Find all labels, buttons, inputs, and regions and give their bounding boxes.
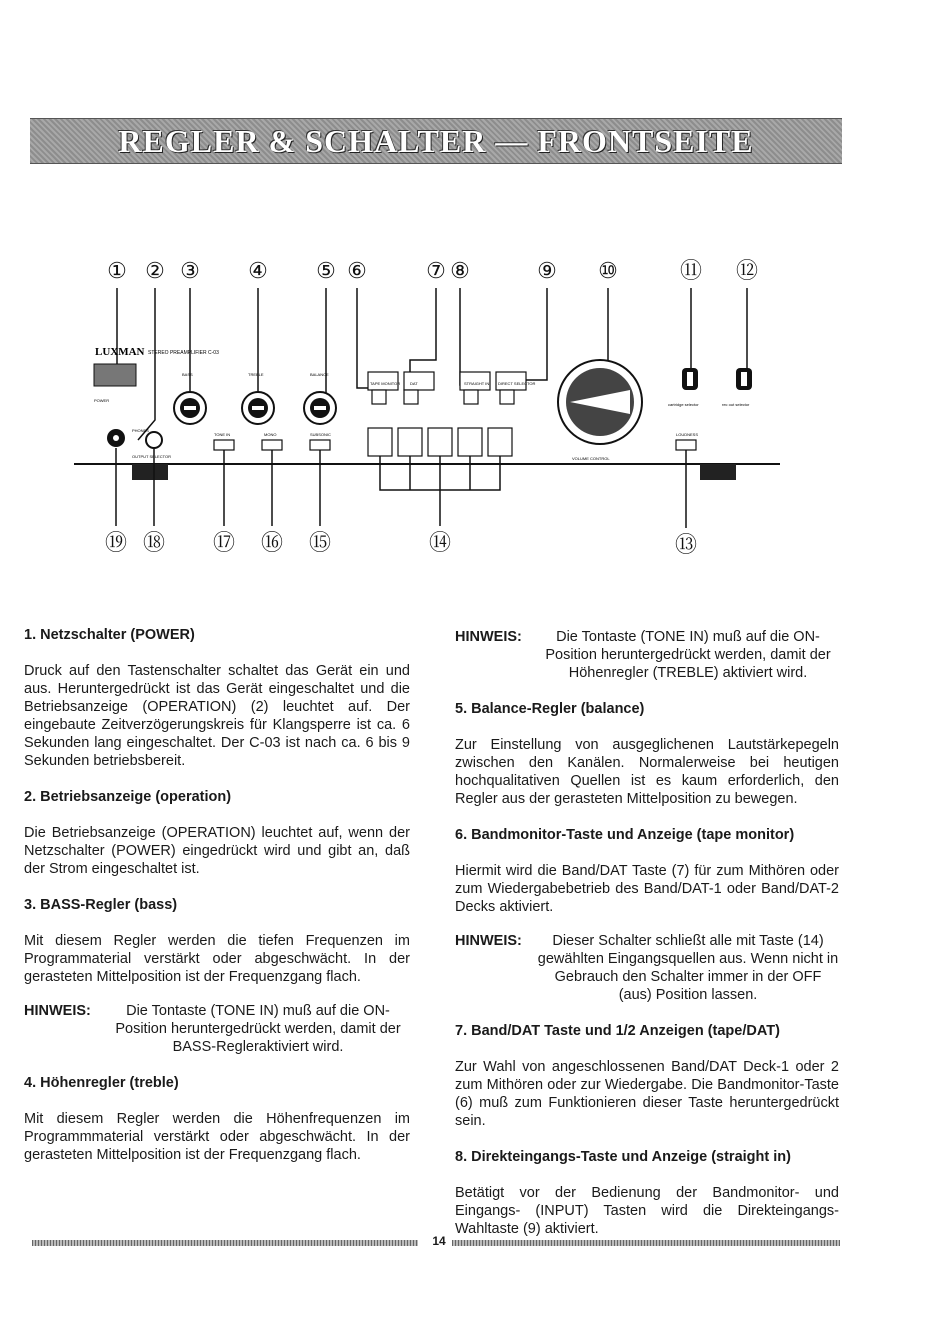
left-foot [132,464,168,480]
note-text: Die Tontaste (TONE IN) muß auf die ON-Position heruntergedrückt werden, damit der BASS-Regleraktiviert wird. [115,1003,401,1055]
bottom-number-markers [105,530,697,557]
section-heading: 5. Balance-Regler (balance) [455,701,645,717]
marker-7: ⑦ [426,258,446,283]
volume-knob [558,360,642,444]
cartridge-label: cartridge selector [668,402,699,407]
output-selector-label: OUTPUT SELECTOR [132,454,171,459]
power-switch [94,364,136,386]
tape-monitor-label: TAPE MONITOR [370,381,401,386]
direct-selector-label: DIRECT SELECTOR [498,381,536,386]
note-block [24,1002,410,1056]
front-panel-diagram [20,240,780,560]
straight-in-label: STRAIGHT IN [464,381,490,386]
section-paragraph: Zur Einstellung von ausgeglichenen Lautstärkepegeln zwischen den Kanälen. Normalerweise bei heutigen hochqualitativen Quellen ist es kaum erforderlich, den Regler aus der gerasteten Mittelposition zu bewegen. [455,737,839,807]
section-paragraph: Mit diesem Regler werden die tiefen Frequenzen im Programmaterial verstärkt oder abgeschwächt. In der gerasteten Mittelposition ist der Frequenzgang flach. [24,933,410,985]
power-label: POWER [94,398,110,403]
note-label: HINWEIS: [24,1003,91,1019]
bass-knob [174,392,206,424]
section-heading: 3. BASS-Regler (bass) [24,897,178,913]
marker-3: ③ [180,258,200,283]
tone-in-label: TONE IN [214,432,231,437]
balance-knob [304,392,336,424]
note-label: HINWEIS: [455,629,522,645]
marker-19: ⑲ [104,530,128,555]
model-name: STEREO PREAMPLIFIER C-03 [148,350,219,356]
marker-10: ⑩ [598,258,618,283]
treble-label: TREBLE [248,372,264,377]
section-paragraph: Die Betriebsanzeige (OPERATION) leuchtet auf, wenn der Netzschalter (POWER) eingedrückt wird und gibt an, daß der Strom eingeschaltet ist. [24,825,410,877]
volume-label: VOLUME CONTROL [572,456,610,461]
brand-logo: LUXMAN [95,346,145,358]
note-text: Die Tontaste (TONE IN) muß auf die ON-Position heruntergedrückt werden, damit der Höhenregler (TREBLE) aktiviert wird. [545,629,831,681]
mono-label: MONO [264,432,277,437]
treble-knob [242,392,274,424]
note-block [455,628,839,682]
page-number: 14 [432,1234,446,1248]
note-label: HINWEIS: [455,933,522,949]
section-heading: 8. Direkteingangs-Taste und Anzeige (straight in) [455,1149,791,1165]
loudness-label: LOUDNESS [676,432,699,437]
tape-buttons [368,372,526,404]
title-banner [30,118,842,164]
section-paragraph: Mit diesem Regler werden die Höhenfrequenzen im Programmmaterial verstärkt oder abgeschwächt. In der gerasteten Mittelposition ist der Frequenzgang flach. [24,1111,410,1163]
section-heading: 4. Höhenregler (treble) [24,1075,179,1091]
marker-16: ⑯ [260,530,284,555]
section-heading: 1. Netzschalter (POWER) [24,627,195,643]
marker-18: ⑱ [142,530,166,555]
dat-label: DAT [410,381,418,386]
left-column [24,626,410,1164]
marker-5: ⑤ [316,258,336,283]
marker-15: ⑮ [308,530,332,555]
subsonic-label: SUBSONIC [310,432,331,437]
section-heading: 7. Band/DAT Taste und 1/2 Anzeigen (tape/DAT) [455,1023,780,1039]
page-footer [32,1236,840,1250]
marker-12: ⑫ [735,258,759,283]
note-block [455,932,839,1004]
top-number-markers [107,258,758,283]
output-selector [146,432,162,448]
phones-jack [107,429,125,447]
note-text: Dieser Schalter schließt alle mit Taste (14) gewählten Eingangsquellen aus. Wenn nicht in Gebrauch den Schalter immer in der OFF (aus) Position lassen. [537,933,839,1003]
bass-label: BASS [182,372,193,377]
section-paragraph: Hiermit wird die Band/DAT Taste (7) für zum Mithören oder zum Wiedergabebetrieb des Band/DAT-1 oder Band/DAT-2 Decks aktiviert. [455,863,839,915]
marker-9: ⑨ [537,258,557,283]
balance-label: BALANCE [310,372,329,377]
right-foot [700,464,736,480]
marker-8: ⑧ [450,258,470,283]
footer-rule-left [32,1240,418,1246]
section-paragraph: Druck auf den Tastenschalter schaltet das Gerät ein und aus. Heruntergedrückt ist das Gerät eingeschaltet und die Betriebsanzeige (OPERATION) (2) leuchtet auf. Der eingebaute Zeitverzögerungskreis für Klangsperre ist ca. 6 Sekunden lang eingeschaltet. Der C-03 ist nach ca. 6 bis 9 Sekunden betriebsbereit. [24,663,410,769]
footer-rule-right [452,1240,840,1246]
marker-2: ② [145,258,165,283]
section-heading: 2. Betriebsanzeige (operation) [24,789,232,805]
marker-4: ④ [248,258,268,283]
right-column [455,628,839,1238]
marker-17: ⑰ [212,530,236,555]
marker-13: ⑬ [674,532,698,557]
page-title: REGLER & SCHALTER — FRONTSEITE [118,123,754,159]
marker-11: ⑪ [679,258,703,283]
section-heading: 6. Bandmonitor-Taste und Anzeige (tape monitor) [455,827,795,843]
cartridge-selector [682,368,698,390]
marker-1: ① [107,258,127,283]
section-paragraph: Zur Wahl von angeschlossenen Band/DAT Deck-1 oder 2 zum Mithören oder zur Wiedergabe. Die Bandmonitor-Taste (6) muß zum Funktionieren dieser Taste heruntergedrückt sein. [455,1059,839,1129]
rec-out-label: rec out selector [722,402,750,407]
section-paragraph: Betätigt vor der Bedienung der Bandmonitor- und Eingangs- (INPUT) Tasten wird die Direkteingangs-Wahltaste (9) aktiviert. [455,1185,839,1237]
phones-label: PHONES [132,428,149,433]
marker-6: ⑥ [347,258,367,283]
marker-14: ⑭ [428,530,452,555]
rec-out-selector [736,368,752,390]
